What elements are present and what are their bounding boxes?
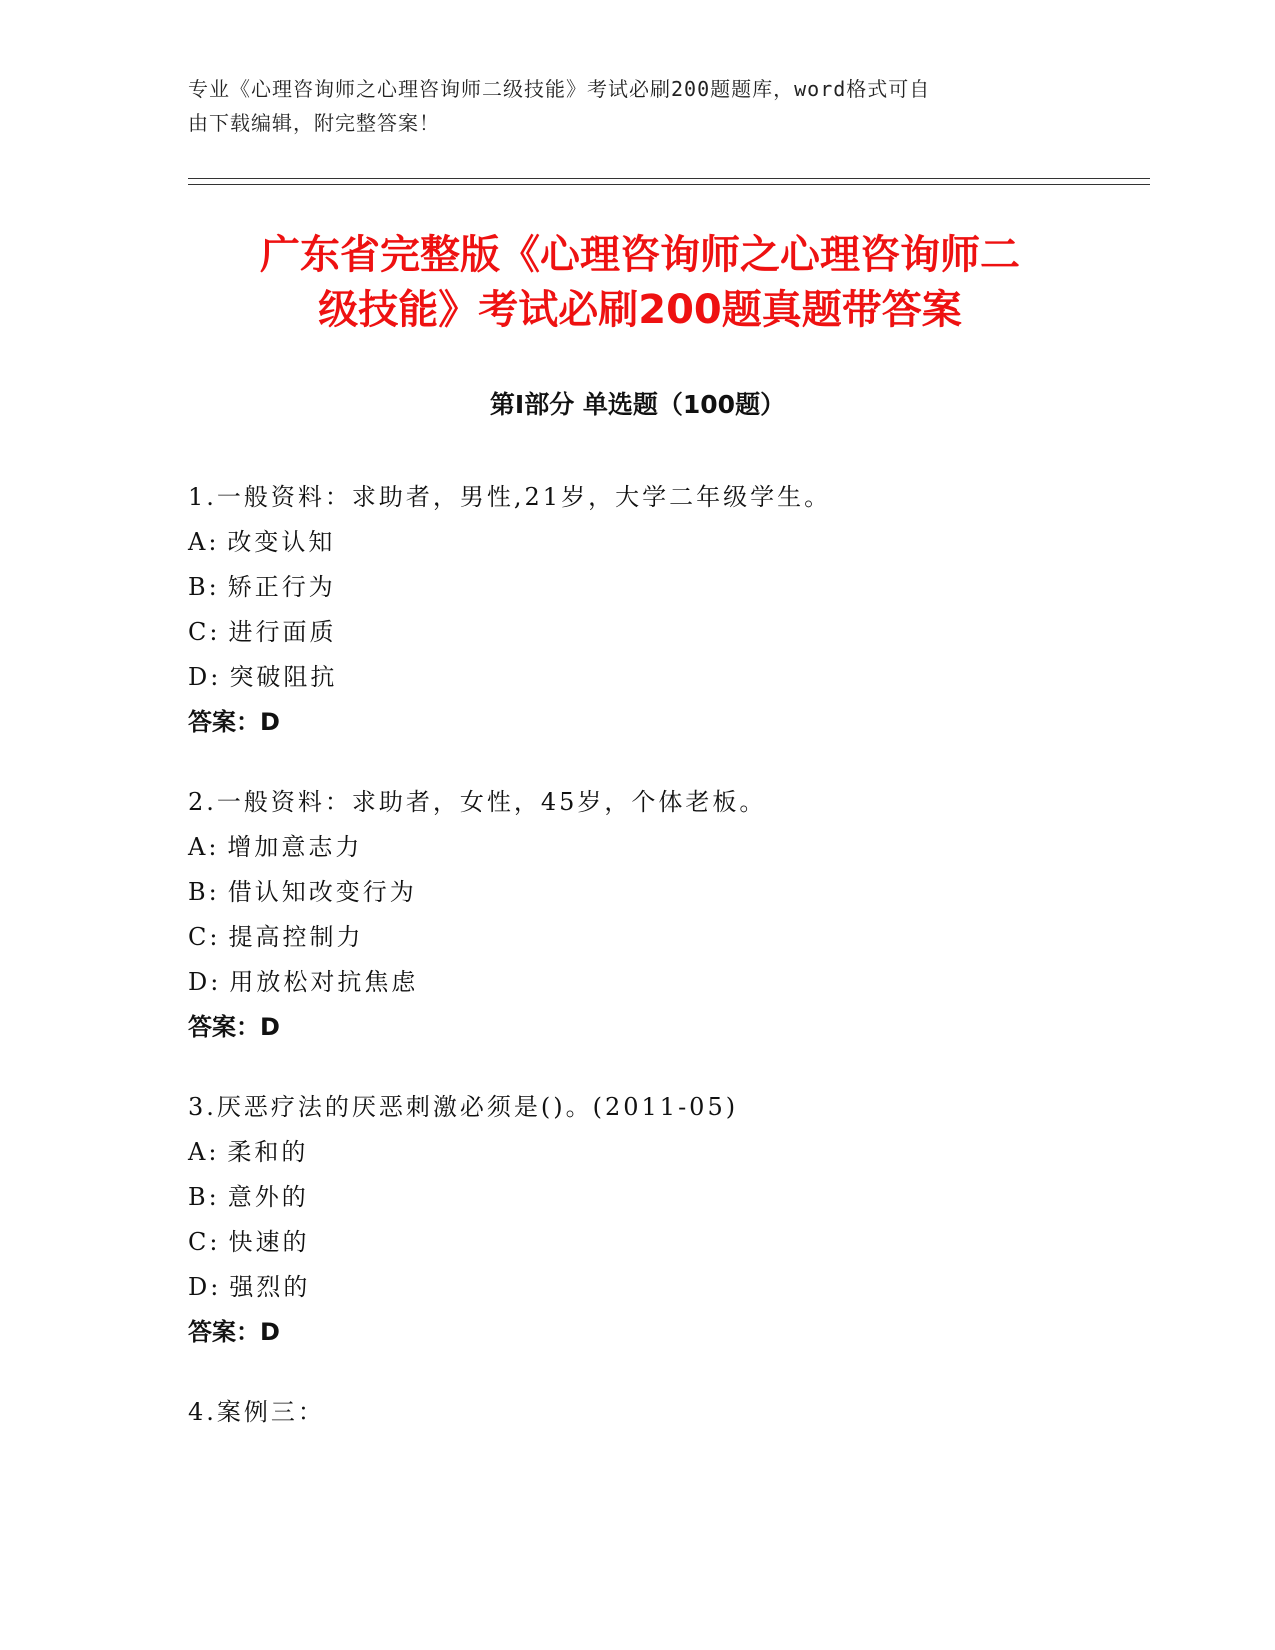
- option-text: 进行面质: [228, 618, 337, 646]
- option-letter: B:: [188, 878, 220, 906]
- option-a: [188, 825, 766, 870]
- header-divider-top: [188, 178, 1150, 179]
- document-title: [160, 228, 1120, 338]
- option-b: [188, 1175, 738, 1220]
- option-letter: D:: [188, 968, 222, 996]
- option-text: 改变认知: [227, 528, 336, 556]
- option-text: 快速的: [228, 1228, 310, 1256]
- option-letter: C:: [188, 923, 221, 951]
- intro-text: [188, 72, 1068, 140]
- option-letter: A:: [188, 833, 220, 861]
- option-b: [188, 565, 831, 610]
- answer-line: 答案：D: [188, 1013, 280, 1041]
- answer-line: 答案：D: [188, 1318, 280, 1346]
- option-d: [188, 1265, 738, 1310]
- option-text: 矫正行为: [227, 573, 336, 601]
- question-stem: 4.案例三：: [188, 1398, 325, 1426]
- option-letter: D:: [188, 663, 222, 691]
- option-b: [188, 870, 766, 915]
- option-letter: D:: [188, 1273, 222, 1301]
- question-stem: 1.一般资料：求助者，男性,21岁，大学二年级学生。: [188, 483, 832, 511]
- option-letter: C:: [188, 618, 221, 646]
- question-3: [188, 1085, 738, 1355]
- option-letter: A:: [188, 528, 220, 556]
- option-text: 强烈的: [229, 1273, 311, 1301]
- option-text: 用放松对抗焦虑: [229, 968, 419, 996]
- answer-line: 答案：D: [188, 708, 280, 736]
- option-text: 增加意志力: [227, 833, 363, 861]
- section-heading: 第Ⅰ部分 单选题（100题）: [489, 390, 786, 419]
- title-line-2: 级技能》考试必刷200题真题带答案: [318, 287, 962, 333]
- option-c: [188, 1220, 738, 1265]
- option-text: 意外的: [227, 1183, 309, 1211]
- intro-line-2: 由下载编辑，附完整答案！: [188, 111, 440, 135]
- option-c: [188, 915, 766, 960]
- option-a: [188, 520, 831, 565]
- option-letter: A:: [188, 1138, 220, 1166]
- option-d: [188, 960, 766, 1005]
- option-a: [188, 1130, 738, 1175]
- question-1: [188, 475, 831, 745]
- intro-line-1: 专业《心理咨询师之心理咨询师二级技能》考试必刷200题题库，word格式可自: [188, 77, 931, 101]
- question-stem: 3.厌恶疗法的厌恶刺激必须是()。(2011-05): [188, 1093, 739, 1121]
- question-stem: 2.一般资料：求助者，女性，45岁，个体老板。: [188, 788, 767, 816]
- option-text: 借认知改变行为: [227, 878, 417, 906]
- option-letter: B:: [188, 1183, 220, 1211]
- title-line-1: 广东省完整版《心理咨询师之心理咨询师二: [260, 232, 1020, 278]
- question-4: [188, 1390, 325, 1435]
- option-c: [188, 610, 831, 655]
- option-text: 提高控制力: [228, 923, 364, 951]
- option-d: [188, 655, 831, 700]
- header-divider-bottom: [188, 184, 1150, 185]
- question-2: [188, 780, 766, 1050]
- option-letter: C:: [188, 1228, 221, 1256]
- option-text: 柔和的: [227, 1138, 309, 1166]
- option-letter: B:: [188, 573, 220, 601]
- option-text: 突破阻抗: [229, 663, 338, 691]
